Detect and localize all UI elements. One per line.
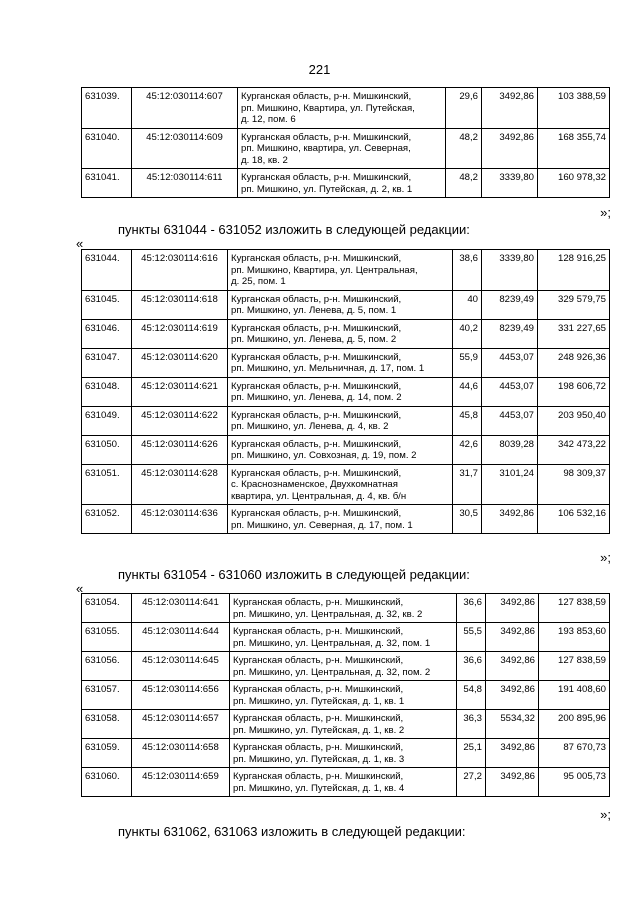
total-value-cell: 127 838,59 — [539, 594, 610, 623]
address-cell — [228, 406, 453, 435]
unit-value-cell: 4453,07 — [482, 377, 538, 406]
table-row — [82, 348, 610, 377]
address-line: рп. Мишкино, ул. Путейская, д. 1, кв. 1 — [233, 695, 405, 707]
area-cell: 42,6 — [453, 435, 482, 464]
table-row — [82, 623, 610, 652]
unit-value-cell: 8239,49 — [482, 290, 538, 319]
address-line: д. 12, пом. 6 — [241, 114, 296, 125]
total-value-cell: 87 670,73 — [539, 739, 610, 768]
total-value-cell: 98 309,37 — [538, 464, 610, 505]
area-cell: 55,5 — [457, 623, 486, 652]
unit-value-cell: 5534,32 — [486, 710, 539, 739]
item-number-cell: 631045. — [82, 290, 132, 319]
cadastral-number-cell: 45:12:030114:616 — [132, 250, 228, 291]
page-number: 221 — [308, 62, 331, 77]
address-line: Курганская область, р-н. Мишкинский, — [231, 438, 402, 450]
table-row — [82, 290, 610, 319]
unit-value-cell: 3492,86 — [486, 768, 539, 797]
table-row — [82, 505, 610, 534]
total-value-cell: 200 895,96 — [539, 710, 610, 739]
unit-value-cell: 3492,86 — [486, 739, 539, 768]
area-cell: 36,3 — [457, 710, 486, 739]
address-line: с. Краснознаменское, Двухкомнатная — [231, 479, 398, 490]
address-line: Курганская область, р-н. Мишкинский, — [233, 742, 404, 753]
table-row — [82, 377, 610, 406]
amendment-instruction: пункты 631044 - 631052 изложить в следующей редакции: — [118, 222, 470, 237]
address-line: Курганская область, р-н. Мишкинский, — [231, 253, 402, 264]
unit-value-cell: 3492,86 — [486, 594, 539, 623]
unit-value-cell: 3492,86 — [486, 623, 539, 652]
total-value-cell: 168 355,74 — [538, 128, 610, 169]
total-value-cell: 342 473,22 — [538, 435, 610, 464]
cadastral-number-cell: 45:12:030114:641 — [132, 594, 230, 623]
address-cell — [228, 319, 453, 348]
address-line: Курганская область, р-н. Мишкинский, — [231, 351, 402, 363]
unit-value-cell: 8039,28 — [482, 435, 538, 464]
address-line: рп. Мишкино, ул. Ленева, д. 5, пом. 1 — [231, 305, 397, 316]
address-line: Курганская область, р-н. Мишкинский, — [233, 626, 404, 637]
address-cell — [238, 169, 446, 198]
address-line: квартира, ул. Центральная, д. 4, кв. б/н — [231, 490, 407, 502]
item-number-cell: 631054. — [82, 594, 132, 623]
address-cell — [230, 739, 457, 768]
address-cell — [230, 623, 457, 652]
cadastral-number-cell: 45:12:030114:659 — [132, 768, 230, 797]
area-cell: 25,1 — [457, 739, 486, 768]
address-line: д. 25, пом. 1 — [231, 276, 286, 287]
item-number-cell: 631044. — [82, 250, 132, 291]
address-cell — [230, 768, 457, 797]
area-cell: 30,5 — [453, 505, 482, 534]
table-row — [82, 406, 610, 435]
table-row — [82, 710, 610, 739]
cadastral-number-cell: 45:12:030114:622 — [132, 406, 228, 435]
area-cell: 40 — [453, 290, 482, 319]
item-number-cell: 631046. — [82, 319, 132, 348]
cadastral-number-cell: 45:12:030114:607 — [132, 88, 238, 129]
address-cell — [228, 290, 453, 319]
table-row — [82, 464, 610, 505]
area-cell: 48,2 — [446, 128, 482, 169]
total-value-cell: 95 005,73 — [539, 768, 610, 797]
cadastral-number-cell: 45:12:030114:611 — [132, 169, 238, 198]
address-line: рп. Мишкино, ул. Путейская, д. 1, кв. 3 — [233, 753, 405, 765]
address-line: Курганская область, р-н. Мишкинский, — [231, 409, 402, 421]
total-value-cell: 329 579,75 — [538, 290, 610, 319]
address-cell — [230, 681, 457, 710]
address-cell — [238, 128, 446, 169]
address-line: Курганская область, р-н. Мишкинский, — [233, 771, 404, 782]
address-line: Курганская область, р-н. Мишкинский, — [233, 713, 404, 724]
cadastral-number-cell: 45:12:030114:645 — [132, 652, 230, 681]
address-cell — [228, 435, 453, 464]
unit-value-cell: 3492,86 — [486, 652, 539, 681]
area-cell: 31,7 — [453, 464, 482, 505]
cadastral-number-cell: 45:12:030114:621 — [132, 377, 228, 406]
unit-value-cell: 3492,86 — [482, 88, 538, 129]
cadastral-number-cell: 45:12:030114:657 — [132, 710, 230, 739]
unit-value-cell: 3339,80 — [482, 169, 538, 198]
table-row — [82, 435, 610, 464]
registry-table-3 — [81, 593, 610, 797]
total-value-cell: 193 853,60 — [539, 623, 610, 652]
total-value-cell: 106 532,16 — [538, 505, 610, 534]
address-line: рп. Мишкино, ул. Ленева, д. 4, кв. 2 — [231, 421, 389, 432]
area-cell: 54,8 — [457, 681, 486, 710]
item-number-cell: 631052. — [82, 505, 132, 534]
item-number-cell: 631050. — [82, 435, 132, 464]
cadastral-number-cell: 45:12:030114:636 — [132, 505, 228, 534]
address-line: рп. Мишкино, ул. Северная, д. 17, пом. 1 — [231, 519, 413, 531]
address-line: рп. Мишкино, ул. Совхозная, д. 19, пом. 2 — [231, 450, 417, 461]
amendment-instruction: пункты 631054 - 631060 изложить в следующей редакции: — [118, 567, 470, 582]
unit-value-cell: 3101,24 — [482, 464, 538, 505]
table-row — [82, 88, 610, 129]
table-row — [82, 169, 610, 198]
total-value-cell: 248 926,36 — [538, 348, 610, 377]
unit-value-cell: 4453,07 — [482, 348, 538, 377]
total-value-cell: 127 838,59 — [539, 652, 610, 681]
address-line: рп. Мишкино, Квартира, ул. Путейская, — [241, 102, 415, 114]
area-cell: 55,9 — [453, 348, 482, 377]
total-value-cell: 103 388,59 — [538, 88, 610, 129]
opening-quote-mark: « — [76, 581, 84, 596]
unit-value-cell: 3492,86 — [482, 505, 538, 534]
total-value-cell: 203 950,40 — [538, 406, 610, 435]
address-line: Курганская область, р-н. Мишкинский, — [231, 293, 402, 305]
cadastral-number-cell: 45:12:030114:628 — [132, 464, 228, 505]
area-cell: 36,6 — [457, 594, 486, 623]
area-cell: 44,6 — [453, 377, 482, 406]
unit-value-cell: 4453,07 — [482, 406, 538, 435]
address-cell — [228, 505, 453, 534]
table-row — [82, 739, 610, 768]
table-row — [82, 594, 610, 623]
address-line: рп. Мишкино, ул. Путейская, д. 1, кв. 4 — [233, 782, 405, 794]
area-cell: 27,2 — [457, 768, 486, 797]
item-number-cell: 631047. — [82, 348, 132, 377]
address-cell — [230, 710, 457, 739]
address-line: рп. Мишкино, ул. Ленева, д. 5, пом. 2 — [231, 334, 397, 345]
cadastral-number-cell: 45:12:030114:644 — [132, 623, 230, 652]
address-line: д. 18, кв. 2 — [241, 154, 288, 166]
area-cell: 29,6 — [446, 88, 482, 129]
registry-table-1 — [81, 87, 610, 198]
item-number-cell: 631059. — [82, 739, 132, 768]
address-line: Курганская область, р-н. Мишкинский, — [231, 322, 402, 334]
cadastral-number-cell: 45:12:030114:619 — [132, 319, 228, 348]
cadastral-number-cell: 45:12:030114:658 — [132, 739, 230, 768]
address-line: Курганская область, р-н. Мишкинский, — [233, 655, 404, 666]
total-value-cell: 128 916,25 — [538, 250, 610, 291]
address-line: рп. Мишкино, Квартира, ул. Центральная, — [231, 264, 418, 276]
table-row — [82, 319, 610, 348]
table-row — [82, 250, 610, 291]
area-cell: 40,2 — [453, 319, 482, 348]
address-line: рп. Мишкино, ул. Путейская, д. 2, кв. 1 — [241, 183, 413, 195]
area-cell: 36,6 — [457, 652, 486, 681]
address-line: Курганская область, р-н. Мишкинский, — [233, 597, 404, 608]
total-value-cell: 331 227,65 — [538, 319, 610, 348]
cadastral-number-cell: 45:12:030114:626 — [132, 435, 228, 464]
address-line: рп. Мишкино, ул. Мельничная, д. 17, пом. 1 — [231, 363, 425, 374]
cadastral-number-cell: 45:12:030114:620 — [132, 348, 228, 377]
address-line: рп. Мишкино, ул. Путейская, д. 1, кв. 2 — [233, 724, 405, 736]
address-line: Курганская область, р-н. Мишкинский, — [231, 508, 402, 519]
area-cell: 45,8 — [453, 406, 482, 435]
item-number-cell: 631039. — [82, 88, 132, 129]
item-number-cell: 631057. — [82, 681, 132, 710]
address-cell — [230, 652, 457, 681]
unit-value-cell: 3492,86 — [482, 128, 538, 169]
area-cell: 48,2 — [446, 169, 482, 198]
unit-value-cell: 3339,80 — [482, 250, 538, 291]
cadastral-number-cell: 45:12:030114:609 — [132, 128, 238, 169]
closing-quote-mark: »; — [600, 205, 611, 220]
unit-value-cell: 8239,49 — [482, 319, 538, 348]
opening-quote-mark: « — [76, 236, 84, 251]
address-line: Курганская область, р-н. Мишкинский, — [231, 467, 402, 479]
area-cell: 38,6 — [453, 250, 482, 291]
cadastral-number-cell: 45:12:030114:618 — [132, 290, 228, 319]
closing-quote-mark: »; — [600, 807, 611, 822]
table-row — [82, 681, 610, 710]
item-number-cell: 631048. — [82, 377, 132, 406]
address-cell — [228, 250, 453, 291]
address-line: Курганская область, р-н. Мишкинский, — [233, 684, 404, 695]
address-line: Курганская область, р-н. Мишкинский, — [241, 91, 412, 102]
amendment-instruction: пункты 631062, 631063 изложить в следующей редакции: — [118, 824, 466, 839]
address-cell — [238, 88, 446, 129]
address-line: рп. Мишкино, ул. Центральная, д. 32, пом. 1 — [233, 637, 431, 649]
table-row — [82, 128, 610, 169]
item-number-cell: 631056. — [82, 652, 132, 681]
item-number-cell: 631041. — [82, 169, 132, 198]
address-line: рп. Мишкино, ул. Центральная, д. 32, кв. 2 — [233, 608, 423, 620]
total-value-cell: 191 408,60 — [539, 681, 610, 710]
address-line: Курганская область, р-н. Мишкинский, — [241, 172, 412, 183]
address-cell — [230, 594, 457, 623]
table-row — [82, 652, 610, 681]
address-cell — [228, 464, 453, 505]
address-line: Курганская область, р-н. Мишкинский, — [241, 131, 412, 143]
cadastral-number-cell: 45:12:030114:656 — [132, 681, 230, 710]
address-line: рп. Мишкино, ул. Центральная, д. 32, пом. 2 — [233, 666, 431, 678]
address-cell — [228, 348, 453, 377]
total-value-cell: 160 978,32 — [538, 169, 610, 198]
registry-table-2 — [81, 249, 610, 534]
unit-value-cell: 3492,86 — [486, 681, 539, 710]
address-line: рп. Мишкино, квартира, ул. Северная, — [241, 143, 411, 154]
item-number-cell: 631055. — [82, 623, 132, 652]
address-line: Курганская область, р-н. Мишкинский, — [231, 380, 402, 392]
closing-quote-mark: »; — [600, 550, 611, 565]
total-value-cell: 198 606,72 — [538, 377, 610, 406]
item-number-cell: 631051. — [82, 464, 132, 505]
item-number-cell: 631049. — [82, 406, 132, 435]
item-number-cell: 631040. — [82, 128, 132, 169]
item-number-cell: 631058. — [82, 710, 132, 739]
address-cell — [228, 377, 453, 406]
address-line: рп. Мишкино, ул. Ленева, д. 14, пом. 2 — [231, 392, 402, 403]
item-number-cell: 631060. — [82, 768, 132, 797]
table-row — [82, 768, 610, 797]
